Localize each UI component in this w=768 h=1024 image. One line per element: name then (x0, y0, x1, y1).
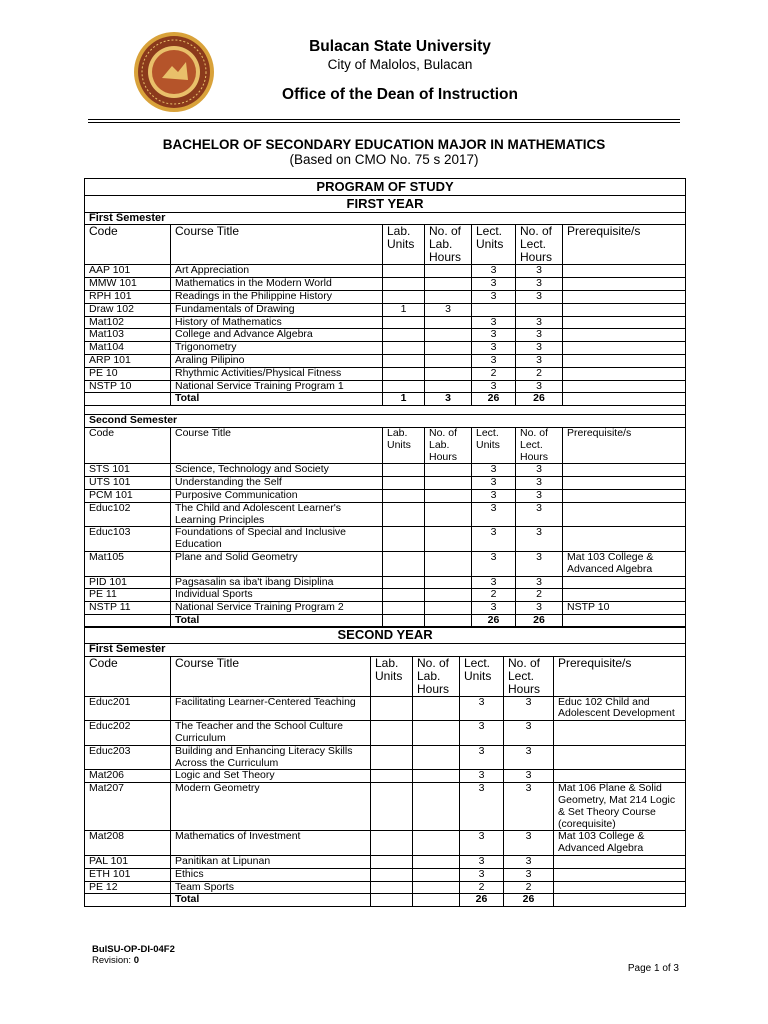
cell-prerequisites (554, 881, 686, 894)
column-header-row (85, 427, 686, 463)
col-prerequisites: Prerequisite/s (563, 427, 686, 463)
cell-course-title: National Service Training Program 2 (171, 602, 383, 615)
cell-lect-hours: 26 (504, 894, 554, 907)
cell-course-title: The Teacher and the School Culture Curriculum (171, 721, 371, 746)
first-year-heading: FIRST YEAR (85, 195, 686, 212)
cell-lab-hours (413, 696, 460, 721)
col-lab-hours: No. of Lab. Hours (425, 427, 472, 463)
cell-lab-hours (425, 290, 472, 303)
cell-prerequisites (563, 393, 686, 406)
page-number: Page 1 of 3 (627, 963, 679, 974)
table-row (85, 745, 686, 770)
cell-lab-hours (425, 602, 472, 615)
table-row (85, 721, 686, 746)
cell-lect-units: 3 (472, 464, 516, 477)
cell-code: AAP 101 (85, 265, 171, 278)
cell-course-title: Readings in the Philippine History (171, 290, 383, 303)
table-row (85, 589, 686, 602)
table-row (85, 868, 686, 881)
cell-lab-hours (413, 783, 460, 831)
cell-prerequisites (554, 855, 686, 868)
cell-code: PE 11 (85, 589, 171, 602)
col-lect-units: Lect. Units (472, 427, 516, 463)
cell-prerequisites (563, 464, 686, 477)
col-course-title: Course Title (171, 225, 383, 265)
cell-prerequisites (563, 502, 686, 527)
total-row (85, 894, 686, 907)
cell-lect-hours: 3 (516, 527, 563, 552)
cell-prerequisites (563, 380, 686, 393)
total-row (85, 393, 686, 406)
cell-lect-hours: 3 (504, 696, 554, 721)
cell-lab-units: 1 (383, 303, 425, 316)
cell-lab-hours (425, 278, 472, 291)
cell-lab-units (383, 367, 425, 380)
revision-value: 0 (133, 955, 140, 966)
cell-lab-units (383, 477, 425, 490)
cell-lect-units: 3 (472, 477, 516, 490)
cell-lect-hours: 2 (504, 881, 554, 894)
cell-lect-hours: 3 (504, 721, 554, 746)
cell-course-title: Panitikan at Lipunan (171, 855, 371, 868)
col-lect-units: Lect. Units (472, 225, 516, 265)
cell-lab-hours (413, 831, 460, 856)
cell-lab-units (371, 721, 413, 746)
cell-lab-hours (425, 316, 472, 329)
cell-lab-hours (413, 721, 460, 746)
cell-course-title: Total (171, 393, 383, 406)
cell-lect-units: 3 (472, 329, 516, 342)
cell-code: NSTP 10 (85, 380, 171, 393)
cell-lect-units: 3 (472, 602, 516, 615)
document-code: BulSU-OP-DI-04F2 (92, 944, 175, 955)
cell-code: PE 10 (85, 367, 171, 380)
table-row (85, 831, 686, 856)
cell-lect-units: 3 (472, 316, 516, 329)
cell-course-title: Art Appreciation (171, 265, 383, 278)
cell-course-title: The Child and Adolescent Learner's Learning Principles (171, 502, 383, 527)
cell-lab-units (371, 831, 413, 856)
cell-lect-hours: 3 (516, 342, 563, 355)
cell-lab-hours (425, 489, 472, 502)
cell-code (85, 393, 171, 406)
header-divider-top (88, 119, 680, 120)
table-row (85, 881, 686, 894)
col-lab-units: Lab. Units (383, 427, 425, 463)
cell-lab-hours: 3 (425, 303, 472, 316)
cell-lab-hours (413, 745, 460, 770)
cell-lect-units: 3 (472, 489, 516, 502)
cell-course-title: Building and Enhancing Literacy Skills Across the Curriculum (171, 745, 371, 770)
cell-lab-units (371, 894, 413, 907)
cell-prerequisites: Mat 103 College & Advanced Algebra (554, 831, 686, 856)
cell-lect-hours: 3 (516, 380, 563, 393)
table-row (85, 770, 686, 783)
col-code: Code (85, 656, 171, 696)
table-row (85, 576, 686, 589)
cell-code: Educ202 (85, 721, 171, 746)
cell-course-title: Team Sports (171, 881, 371, 894)
cell-course-title: Mathematics in the Modern World (171, 278, 383, 291)
cell-lab-hours (413, 855, 460, 868)
cell-lab-hours (425, 380, 472, 393)
cell-lab-units (383, 502, 425, 527)
cell-lab-units (371, 868, 413, 881)
table-row (85, 602, 686, 615)
cell-course-title: Ethics (171, 868, 371, 881)
cell-code: Mat207 (85, 783, 171, 831)
cell-prerequisites: Educ 102 Child and Adolescent Development (554, 696, 686, 721)
table-row (85, 489, 686, 502)
cell-prerequisites (563, 329, 686, 342)
cell-lab-units (371, 783, 413, 831)
col-lab-units: Lab. Units (371, 656, 413, 696)
cell-lab-hours (413, 881, 460, 894)
cell-code: ETH 101 (85, 868, 171, 881)
revision-label: Revision: (92, 955, 132, 966)
cell-lab-units (383, 265, 425, 278)
table-row (85, 502, 686, 527)
cell-lab-units (383, 589, 425, 602)
cell-lab-units (383, 290, 425, 303)
cell-lab-hours (425, 477, 472, 490)
cell-lect-hours (516, 303, 563, 316)
col-course-title: Course Title (171, 427, 383, 463)
cell-code: Mat208 (85, 831, 171, 856)
cell-course-title: Plane and Solid Geometry (171, 551, 383, 576)
cell-lect-units (472, 303, 516, 316)
cell-lab-units (383, 354, 425, 367)
cell-code (85, 894, 171, 907)
cell-lect-hours: 3 (504, 855, 554, 868)
cell-lab-hours (425, 329, 472, 342)
col-prerequisites: Prerequisite/s (554, 656, 686, 696)
revision (92, 955, 139, 966)
cell-course-title: National Service Training Program 1 (171, 380, 383, 393)
cell-course-title: Fundamentals of Drawing (171, 303, 383, 316)
cell-lab-hours (413, 770, 460, 783)
table-row (85, 316, 686, 329)
table-row (85, 303, 686, 316)
cell-lect-units: 3 (460, 770, 504, 783)
cell-code: Educ203 (85, 745, 171, 770)
cell-lect-units: 26 (472, 614, 516, 627)
cell-lab-units (371, 696, 413, 721)
cell-prerequisites (554, 745, 686, 770)
cell-lect-hours: 3 (516, 464, 563, 477)
cell-code: PE 12 (85, 881, 171, 894)
cell-lab-units (383, 576, 425, 589)
cell-prerequisites (563, 354, 686, 367)
cell-lect-units: 3 (472, 576, 516, 589)
cell-code: Educ103 (85, 527, 171, 552)
program-basis: (Based on CMO No. 75 s 2017) (289, 152, 479, 167)
cell-course-title: Purposive Communication (171, 489, 383, 502)
cell-code: PCM 101 (85, 489, 171, 502)
cell-lab-hours: 3 (425, 393, 472, 406)
cell-lect-hours: 3 (516, 290, 563, 303)
cell-prerequisites (563, 576, 686, 589)
cell-lect-units: 3 (472, 290, 516, 303)
cell-lect-units: 3 (472, 380, 516, 393)
cell-code: Educ102 (85, 502, 171, 527)
column-header-row (85, 225, 686, 265)
cell-lab-units (371, 855, 413, 868)
col-course-title: Course Title (171, 656, 371, 696)
cell-code: Educ201 (85, 696, 171, 721)
col-code: Code (85, 225, 171, 265)
cell-lect-units: 3 (460, 745, 504, 770)
cell-prerequisites (563, 290, 686, 303)
cell-lect-hours: 2 (516, 589, 563, 602)
cell-lect-hours: 3 (516, 576, 563, 589)
cell-lab-hours (425, 589, 472, 602)
col-lab-units: Lab. Units (383, 225, 425, 265)
cell-code: STS 101 (85, 464, 171, 477)
cell-course-title: Modern Geometry (171, 783, 371, 831)
cell-lect-hours: 3 (516, 502, 563, 527)
cell-code: RPH 101 (85, 290, 171, 303)
cell-prerequisites (563, 303, 686, 316)
cell-lect-units: 2 (472, 367, 516, 380)
cell-lect-units: 3 (460, 696, 504, 721)
cell-lect-hours: 3 (516, 477, 563, 490)
table-row (85, 278, 686, 291)
office-name: Office of the Dean of Instruction (282, 86, 518, 103)
cell-lab-hours (425, 502, 472, 527)
cell-lab-units (383, 551, 425, 576)
cell-lect-units: 3 (460, 855, 504, 868)
cell-course-title: Rhythmic Activities/Physical Fitness (171, 367, 383, 380)
cell-prerequisites (554, 868, 686, 881)
cell-lect-units: 3 (472, 342, 516, 355)
cell-course-title: Facilitating Learner-Centered Teaching (171, 696, 371, 721)
cell-lect-units: 3 (472, 527, 516, 552)
table-row (85, 354, 686, 367)
cell-lab-hours (413, 868, 460, 881)
cell-code: Mat103 (85, 329, 171, 342)
table-row (85, 696, 686, 721)
cell-course-title: Total (171, 614, 383, 627)
table-row (85, 290, 686, 303)
cell-lab-hours (413, 894, 460, 907)
cell-code: PID 101 (85, 576, 171, 589)
cell-code: Draw 102 (85, 303, 171, 316)
cell-lect-hours: 26 (516, 614, 563, 627)
cell-lab-units (383, 380, 425, 393)
col-code: Code (85, 427, 171, 463)
cell-lect-hours: 3 (516, 354, 563, 367)
cell-prerequisites (554, 721, 686, 746)
cell-lect-hours: 3 (516, 278, 563, 291)
col-prerequisites: Prerequisite/s (563, 225, 686, 265)
table-row (85, 367, 686, 380)
cell-lab-units (371, 881, 413, 894)
cell-lect-units: 26 (472, 393, 516, 406)
table-row (85, 265, 686, 278)
cell-lect-units: 3 (460, 831, 504, 856)
cell-code: ARP 101 (85, 354, 171, 367)
cell-lect-units: 3 (472, 278, 516, 291)
cell-lect-hours: 2 (516, 367, 563, 380)
table-row (85, 477, 686, 490)
cell-course-title: Trigonometry (171, 342, 383, 355)
table-row (85, 464, 686, 477)
col-lect-hours: No. of Lect. Hours (516, 225, 563, 265)
cell-lab-hours (425, 342, 472, 355)
table-row (85, 527, 686, 552)
cell-lab-hours (425, 354, 472, 367)
table-row (85, 380, 686, 393)
cell-lect-hours: 3 (516, 551, 563, 576)
cell-lect-hours: 3 (516, 602, 563, 615)
cell-lect-hours: 3 (516, 316, 563, 329)
cell-course-title: Total (171, 894, 371, 907)
university-city: City of Malolos, Bulacan (327, 57, 473, 72)
cell-lect-hours: 3 (504, 783, 554, 831)
cell-lect-hours: 3 (504, 745, 554, 770)
cell-course-title: History of Mathematics (171, 316, 383, 329)
cell-lect-units: 3 (472, 551, 516, 576)
second-year-heading: SECOND YEAR (85, 627, 686, 644)
cell-lect-units: 3 (472, 502, 516, 527)
cell-lab-units (383, 602, 425, 615)
cell-lect-units: 2 (472, 589, 516, 602)
cell-prerequisites (563, 278, 686, 291)
table-row (85, 342, 686, 355)
cell-lect-units: 3 (472, 265, 516, 278)
cell-code: NSTP 11 (85, 602, 171, 615)
university-name: Bulacan State University (309, 38, 491, 55)
cell-prerequisites (554, 894, 686, 907)
cell-lab-units (383, 489, 425, 502)
semester-label: First Semester (85, 212, 686, 225)
cell-lect-units: 3 (472, 354, 516, 367)
cell-prerequisites (563, 589, 686, 602)
program-of-study-heading: PROGRAM OF STUDY (85, 179, 686, 196)
cell-lect-units: 3 (460, 783, 504, 831)
cell-lab-units (383, 329, 425, 342)
cell-lect-hours: 3 (504, 868, 554, 881)
cell-lab-hours (425, 367, 472, 380)
first-year-table (84, 178, 686, 628)
cell-prerequisites (563, 316, 686, 329)
cell-course-title: Araling Pilipino (171, 354, 383, 367)
cell-course-title: Understanding the Self (171, 477, 383, 490)
cell-code: UTS 101 (85, 477, 171, 490)
cell-course-title: Logic and Set Theory (171, 770, 371, 783)
cell-lect-hours: 3 (504, 831, 554, 856)
cell-prerequisites (563, 367, 686, 380)
col-lect-hours: No. of Lect. Hours (516, 427, 563, 463)
cell-code: PAL 101 (85, 855, 171, 868)
cell-lect-hours: 26 (516, 393, 563, 406)
cell-lab-units: 1 (383, 393, 425, 406)
cell-prerequisites (563, 342, 686, 355)
cell-code: MMW 101 (85, 278, 171, 291)
cell-lab-hours (425, 527, 472, 552)
cell-code: Mat104 (85, 342, 171, 355)
cell-code: Mat102 (85, 316, 171, 329)
cell-lab-units (383, 316, 425, 329)
cell-lab-hours (425, 265, 472, 278)
semester-label: First Semester (85, 643, 686, 656)
column-header-row (85, 656, 686, 696)
cell-lab-units (371, 770, 413, 783)
cell-lab-units (383, 527, 425, 552)
cell-prerequisites (563, 527, 686, 552)
cell-lab-units (383, 278, 425, 291)
cell-lect-hours: 3 (516, 329, 563, 342)
cell-prerequisites (563, 489, 686, 502)
cell-course-title: Pagsasalin sa iba't ibang Disiplina (171, 576, 383, 589)
cell-lab-units (383, 342, 425, 355)
cell-lect-hours: 3 (516, 489, 563, 502)
cell-prerequisites: Mat 106 Plane & Solid Geometry, Mat 214 Logic & Set Theory Course (corequisite) (554, 783, 686, 831)
second-year-table (84, 626, 686, 907)
cell-lect-hours: 3 (504, 770, 554, 783)
cell-lect-units: 3 (460, 721, 504, 746)
cell-lab-hours (425, 551, 472, 576)
cell-prerequisites (563, 265, 686, 278)
col-lab-hours: No. of Lab. Hours (413, 656, 460, 696)
cell-prerequisites: NSTP 10 (563, 602, 686, 615)
cell-prerequisites (554, 770, 686, 783)
cell-prerequisites: Mat 103 College & Advanced Algebra (563, 551, 686, 576)
cell-course-title: Individual Sports (171, 589, 383, 602)
semester-label: Second Semester (85, 415, 686, 428)
cell-course-title: College and Advance Algebra (171, 329, 383, 342)
cell-lab-units (383, 464, 425, 477)
col-lect-units: Lect. Units (460, 656, 504, 696)
program-title: BACHELOR OF SECONDARY EDUCATION MAJOR IN MATHEMATICS (162, 137, 606, 152)
col-lab-hours: No. of Lab. Hours (425, 225, 472, 265)
cell-lect-hours: 3 (516, 265, 563, 278)
table-row (85, 329, 686, 342)
col-lect-hours: No. of Lect. Hours (504, 656, 554, 696)
table-row (85, 551, 686, 576)
cell-lab-units (371, 745, 413, 770)
cell-course-title: Mathematics of Investment (171, 831, 371, 856)
header-divider-bottom (88, 122, 680, 123)
cell-code: Mat105 (85, 551, 171, 576)
cell-lect-units: 2 (460, 881, 504, 894)
cell-code: Mat206 (85, 770, 171, 783)
cell-lect-units: 3 (460, 868, 504, 881)
cell-course-title: Science, Technology and Society (171, 464, 383, 477)
cell-prerequisites (563, 477, 686, 490)
cell-lab-hours (425, 576, 472, 589)
table-row (85, 855, 686, 868)
cell-lect-units: 26 (460, 894, 504, 907)
table-row (85, 783, 686, 831)
cell-course-title: Foundations of Special and Inclusive Education (171, 527, 383, 552)
cell-lab-hours (425, 464, 472, 477)
